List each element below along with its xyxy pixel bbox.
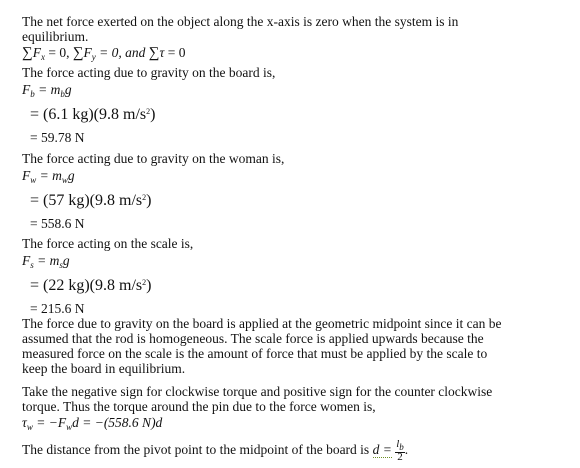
eq-fx: = 0, — [48, 45, 70, 60]
distance-line: The distance from the pivot point to the midpoint of the board is d = $\frac{l_b}{2}$ . — [22, 438, 409, 463]
text-line: assumed that the rod is homogeneous. The scale force is applied upwards because the — [22, 331, 484, 346]
equation-scale-values: = (22 kg)(9.8 $m/s^2$) — [30, 277, 152, 294]
fraction-lb-over-2: $\frac{l_b}{2}$ — [396, 438, 404, 463]
text-line: equilibrium. — [22, 29, 89, 44]
text-line: The force acting due to gravity on the board is, — [22, 65, 276, 80]
var-f: F — [32, 45, 41, 60]
equation-torque: $\tau_w = -F_wd = -(558.6$ N)d — [22, 415, 163, 432]
text-line: The force due to gravity on the board is applied at the geometric midpoint since it can be — [22, 316, 502, 331]
text-line: torque. Thus the torque around the pin due to the force women is, — [22, 399, 376, 414]
equation-scale-result: = 215.6 N — [30, 301, 85, 316]
equation-board-values: = (6.1 kg)(9.8 $m/s^2$) — [30, 106, 156, 123]
equation-woman-values: = (57 kg)(9.8 $m/s^2$) — [30, 192, 152, 209]
text-line: Take the negative sign for clockwise torque and positive sign for the counter clockwise — [22, 384, 493, 399]
var-d: d = — [372, 442, 392, 458]
distance-text: The distance from the pivot point to the midpoint of the board is — [22, 442, 370, 458]
equation-scale-force: $F_s = m_sg$ — [22, 253, 70, 270]
text-line: The net force exerted on the object along the x-axis is zero when the system is in — [22, 14, 459, 29]
equation-woman-result: = 558.6 N — [30, 216, 85, 231]
equation-equilibrium: $\sum F_x = 0$, $\sum F_y = 0$, and ∑τ = 0 — [22, 45, 186, 62]
text-line: keep the board in equilibrium. — [22, 361, 186, 376]
equation-board-force: $F_b = m_bg$ — [22, 82, 72, 99]
equation-board-result: = 59.78 N — [30, 130, 85, 145]
equation-woman-force: $F_w = m_wg$ — [22, 168, 75, 185]
eq-fy: = 0, and — [99, 45, 146, 60]
text-line: The force acting on the scale is, — [22, 236, 194, 251]
text-line: measured force on the scale is the amount of force that must be applied by the scale to — [22, 346, 488, 361]
eq-tau: = 0 — [167, 45, 186, 60]
text-line: The force acting due to gravity on the woman is, — [22, 151, 285, 166]
